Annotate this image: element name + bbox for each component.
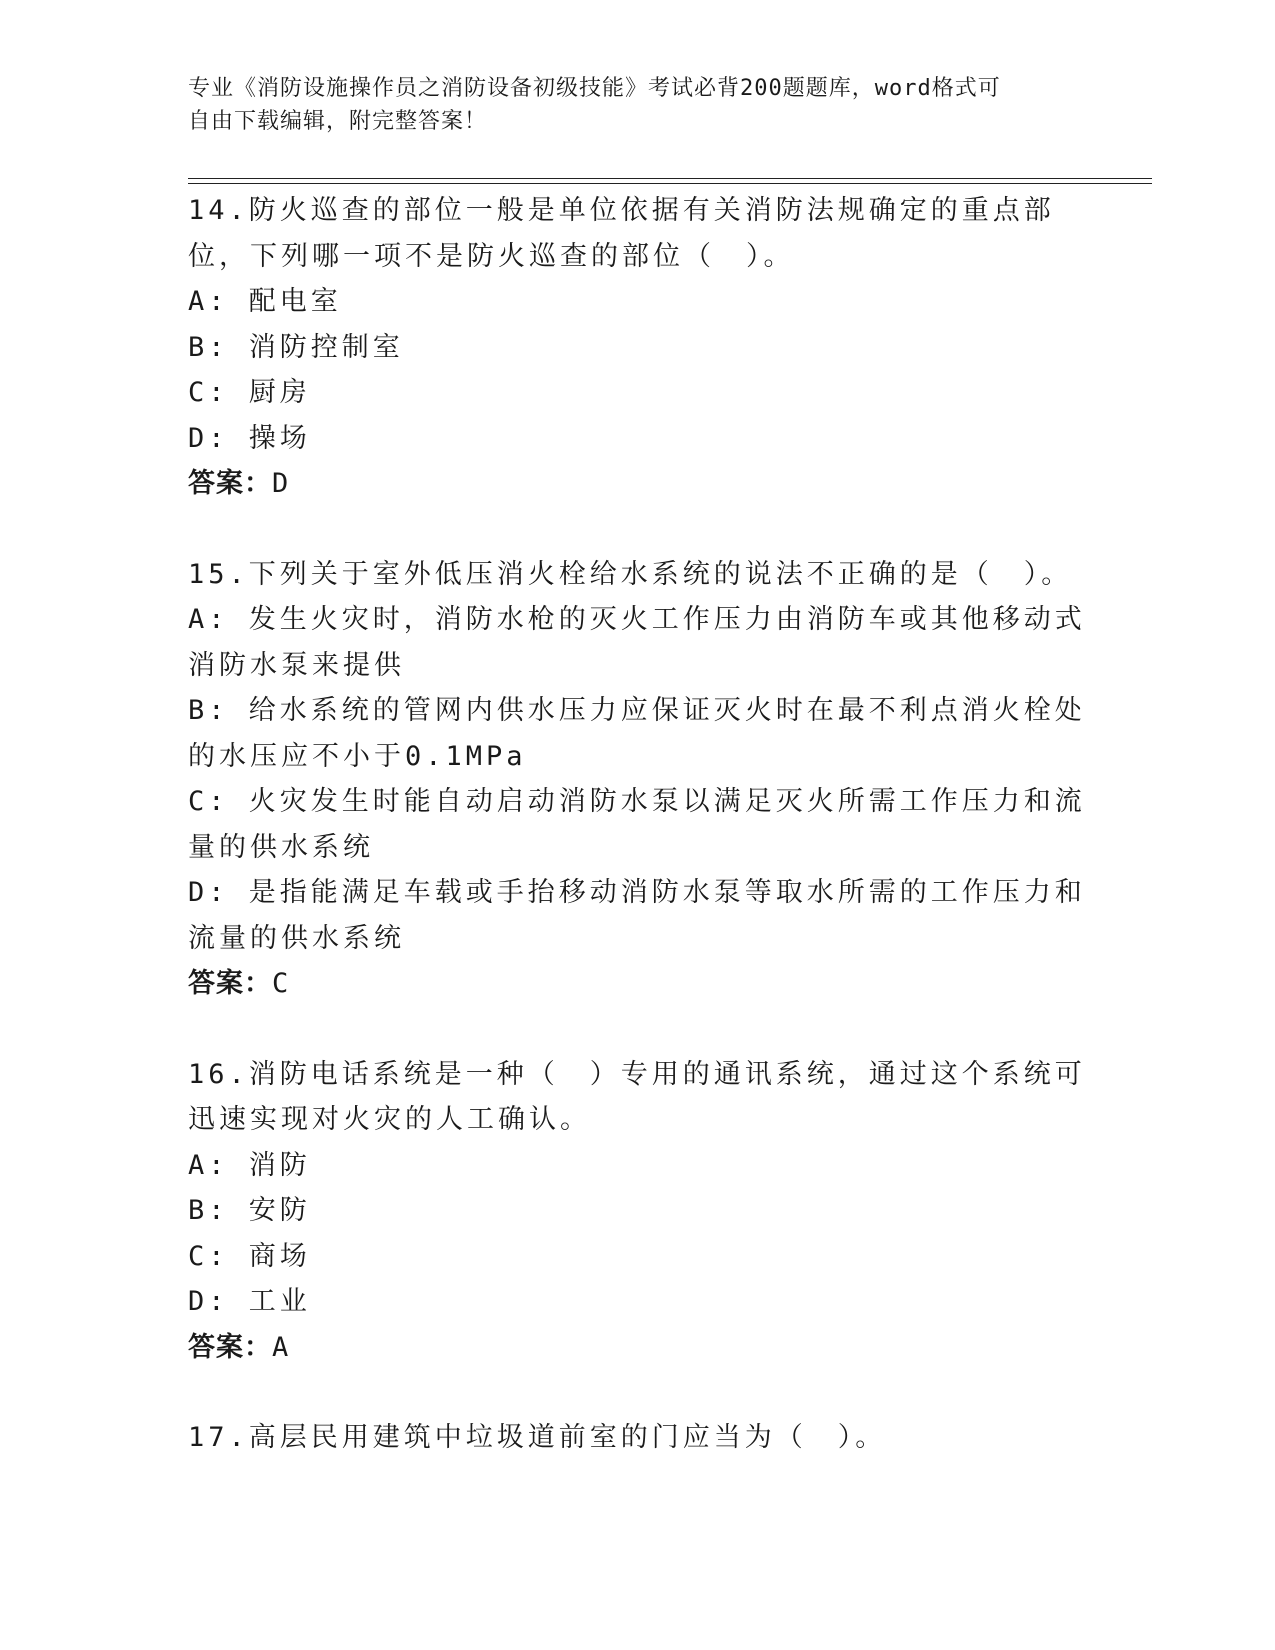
option-a: A: 发生火灾时，消防水枪的灭火工作压力由消防车或其他移动式消防水泵来提供	[188, 604, 1086, 681]
answer-value: C	[272, 968, 290, 999]
option-c: C: 商场	[188, 1240, 311, 1272]
question-17	[188, 1415, 1088, 1461]
answer-label: 答案：	[188, 968, 272, 999]
answer	[188, 961, 1088, 1007]
option-b: B: 给水系统的管网内供水压力应保证灭火时在最不利点消火栓处的水压应不小于0.1MPa	[188, 695, 1086, 772]
document-header	[188, 72, 1068, 138]
header-line-1: 专业《消防设施操作员之消防设备初级技能》考试必背200题题库，word格式可	[188, 76, 1001, 101]
header-divider-top	[188, 178, 1152, 179]
option-a: A: 消防	[188, 1149, 311, 1181]
option-d: D: 操场	[188, 422, 311, 454]
option-b: B: 消防控制室	[188, 331, 404, 363]
answer-label: 答案：	[188, 468, 272, 499]
option-a: A: 配电室	[188, 286, 342, 317]
option-b: B: 安防	[188, 1195, 311, 1226]
answer-value: A	[272, 1331, 290, 1363]
answer-value: D	[272, 468, 290, 499]
option-d: D: 是指能满足车载或手抬移动消防水泵等取水所需的工作压力和流量的供水系统	[188, 877, 1086, 954]
header-line-2: 自由下载编辑，附完整答案！	[188, 109, 488, 134]
question-text: 15.下列关于室外低压消火栓给水系统的说法不正确的是（ ）。	[188, 558, 1073, 590]
question-15	[188, 552, 1088, 1007]
question-text: 16.消防电话系统是一种（ ）专用的通讯系统，通过这个系统可迅速实现对火灾的人工确认。	[188, 1058, 1086, 1135]
question-14	[188, 188, 1088, 507]
answer	[188, 1325, 1088, 1371]
answer-label: 答案：	[188, 1331, 272, 1363]
question-text: 17.高层民用建筑中垃圾道前室的门应当为（ ）。	[188, 1422, 887, 1453]
question-list	[188, 188, 1088, 1506]
option-d: D: 工业	[188, 1286, 311, 1317]
header-divider-bottom	[188, 183, 1152, 184]
answer	[188, 461, 1088, 507]
option-c: C: 厨房	[188, 377, 311, 408]
question-text: 14.防火巡查的部位一般是单位依据有关消防法规确定的重点部位，下列哪一项不是防火巡查的部位（ ）。	[188, 195, 1055, 272]
question-16	[188, 1052, 1088, 1371]
option-c: C: 火灾发生时能自动启动消防水泵以满足灭火所需工作压力和流量的供水系统	[188, 786, 1086, 863]
